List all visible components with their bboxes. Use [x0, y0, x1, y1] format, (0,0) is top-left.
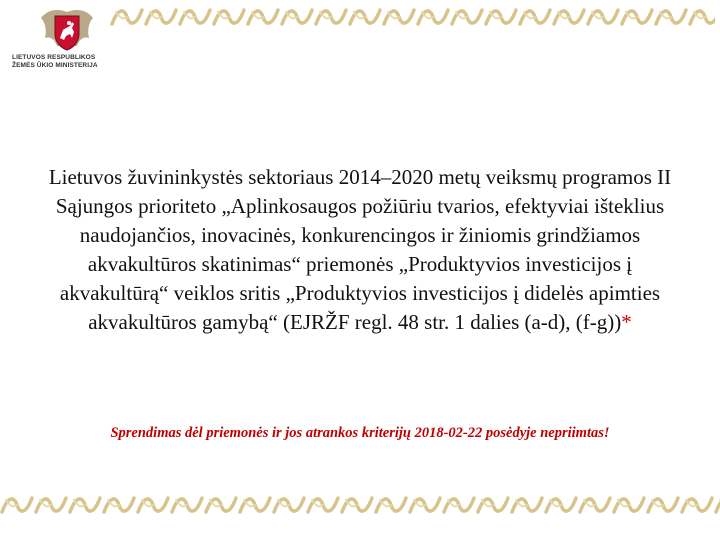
- ornament-icon: [0, 492, 720, 518]
- logo-line-2: ŽEMĖS ŪKIO MINISTERIJA: [12, 62, 98, 69]
- coat-of-arms-icon: [37, 8, 97, 54]
- ministry-logo: [12, 6, 122, 76]
- title-text: Lietuvos žuvininkystės sektoriaus 2014–2020 metų veiksmų programos II Sąjungos prioriteto „Aplinkosaugos požiūriu tvarios, efektyviai išteklius naudojančios, inovacinės, konkurencingos ir žiniomis grindžiamos akvakultūros skatinimas“ priemonės „Produktyvios investicijos į akvakultūrą“ veiklos sritis „Produktyvios investicijos į didelės apimties akvakultūros gamybą“ (EJRŽF regl. 48 str. 1 dalies (a-d), (f-g)): [48, 165, 672, 334]
- decorative-border-bottom: [0, 492, 720, 518]
- title-asterisk: *: [621, 310, 632, 334]
- logo-line-1: LIETUVOS RESPUBLIKOS: [12, 54, 96, 61]
- decision-note: Sprendimas dėl priemonės ir jos atrankos kriterijų 2018-02-22 posėdyje nepriimtas!: [110, 425, 610, 441]
- page-title: [40, 163, 680, 337]
- ornament-icon: [110, 4, 715, 30]
- decorative-border-top: [110, 4, 715, 30]
